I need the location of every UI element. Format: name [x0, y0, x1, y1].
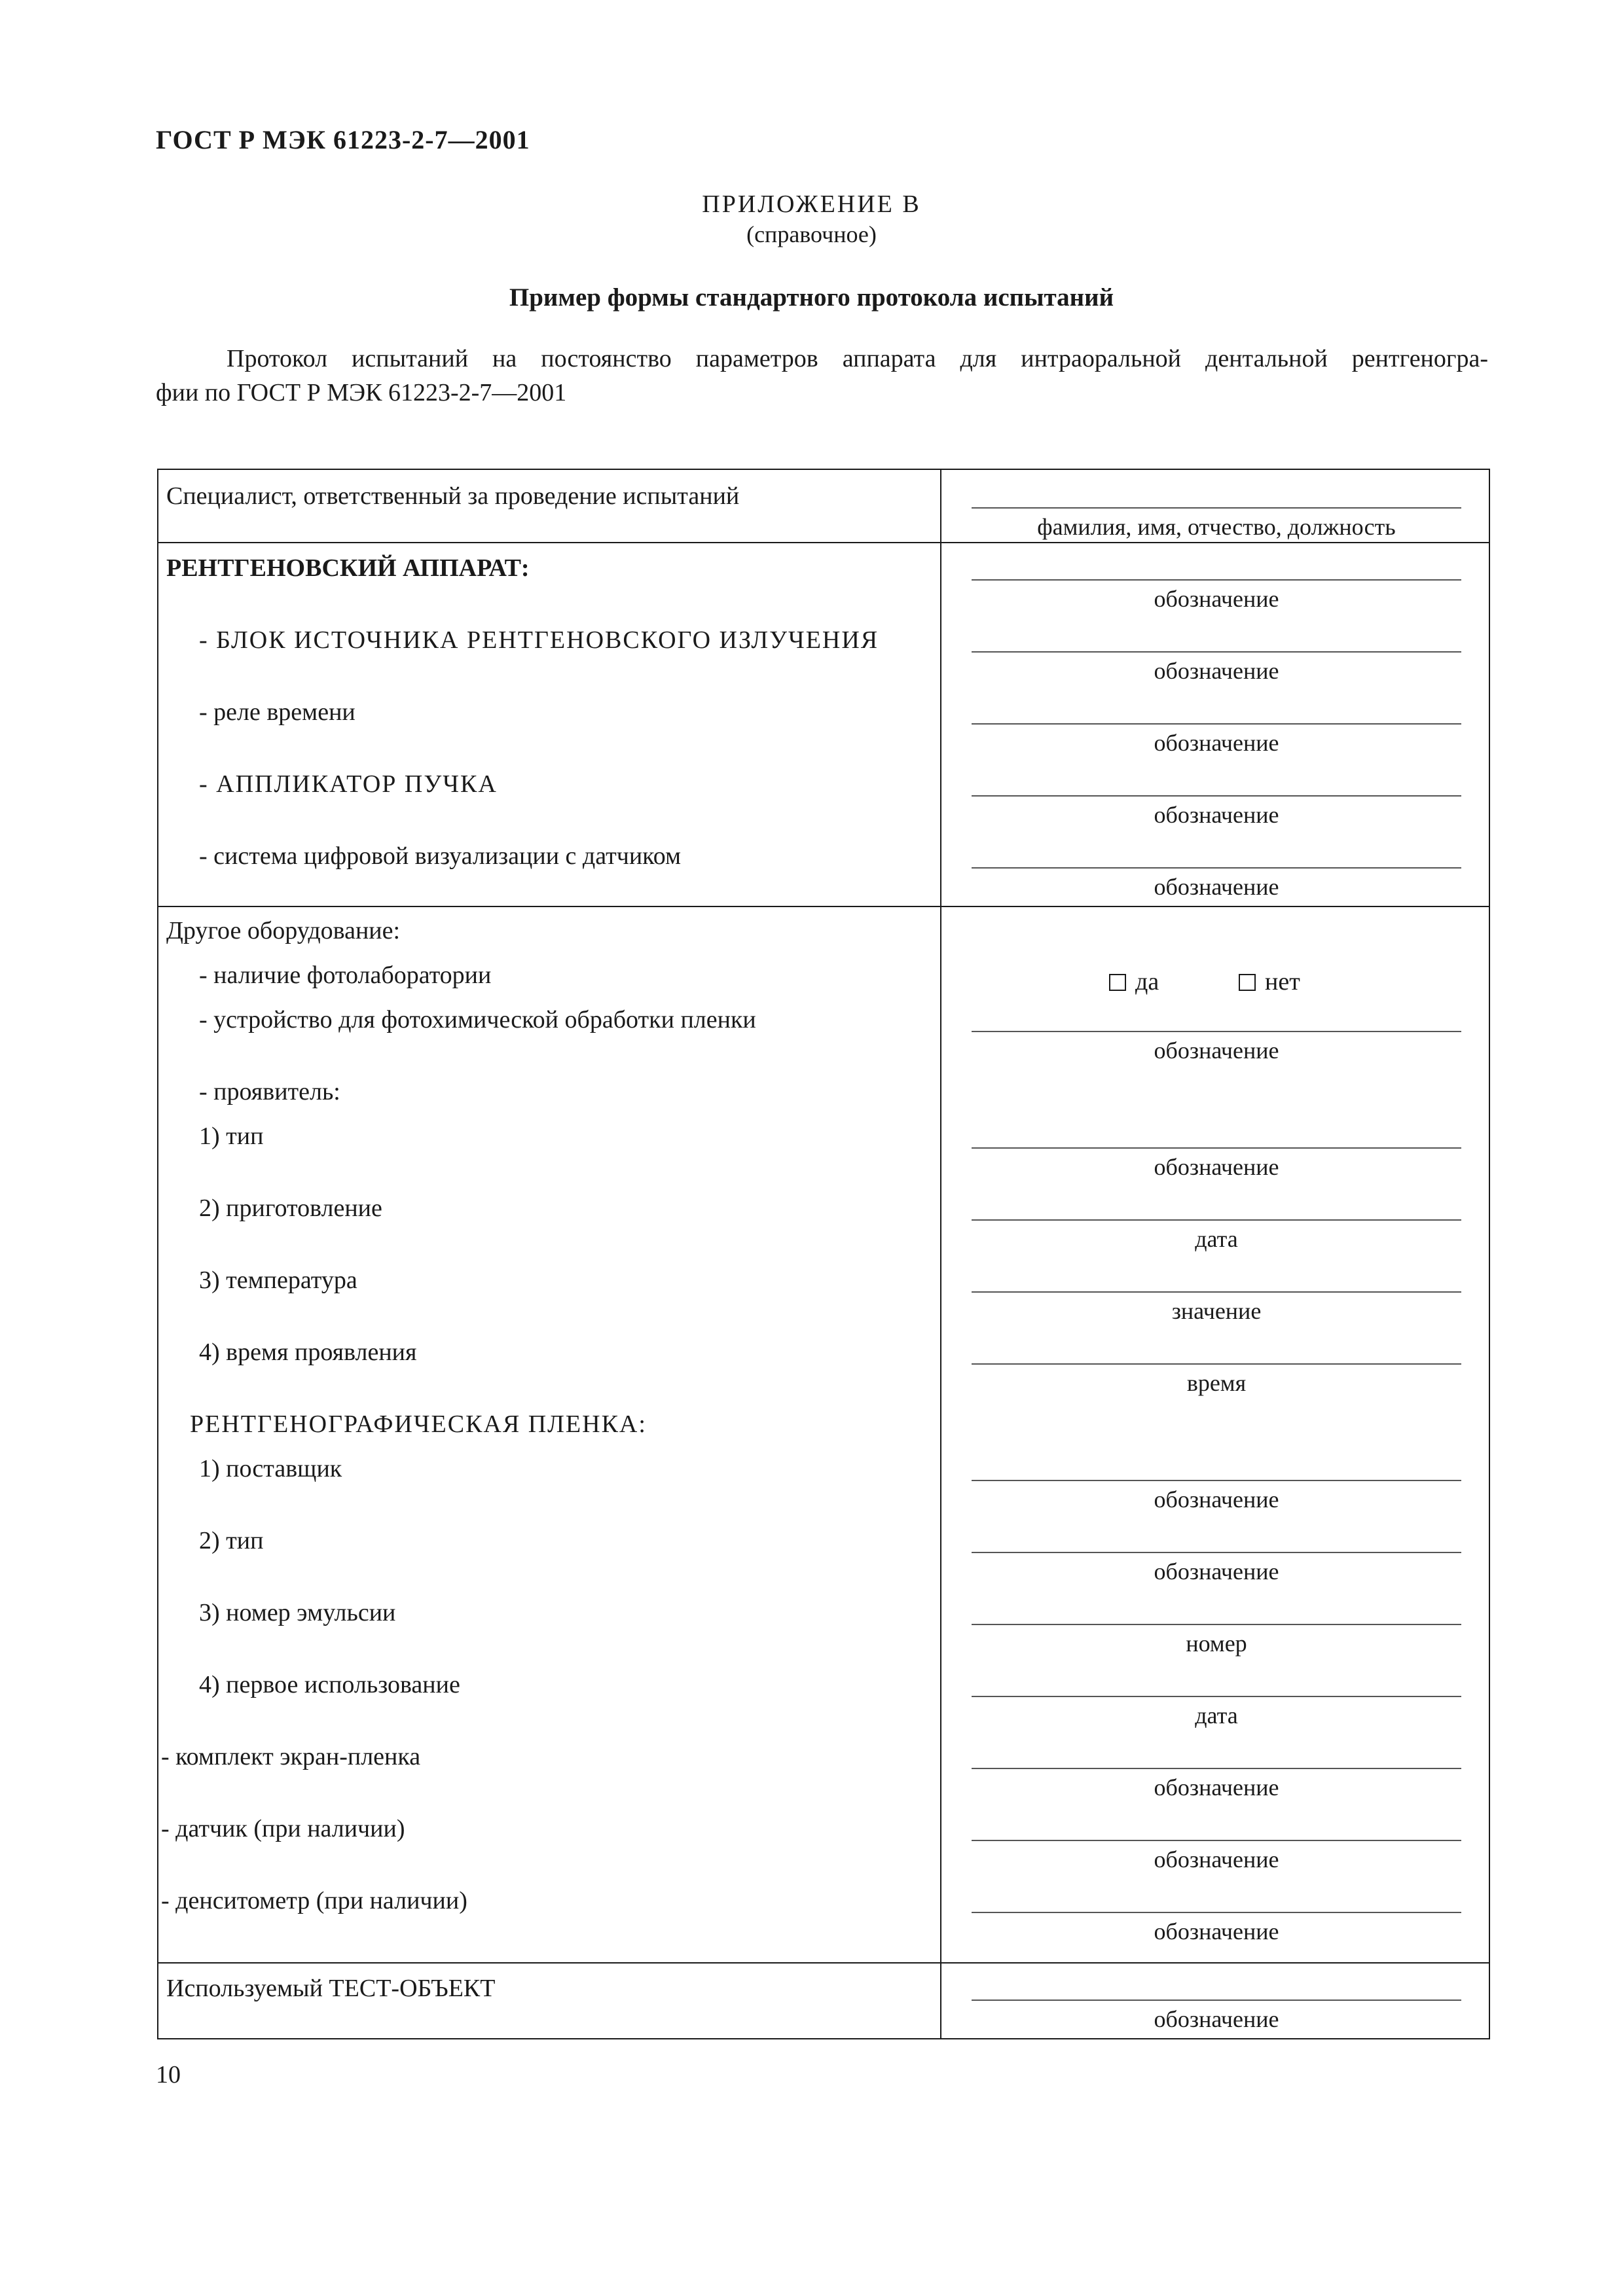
densitometer-caption: обозначение — [1154, 1918, 1279, 1945]
densitometer-field[interactable] — [972, 1912, 1461, 1945]
darkroom-no-label: нет — [1265, 968, 1300, 996]
processor-caption: обозначение — [1154, 1037, 1279, 1064]
intro-line-1: Протокол испытаний на постоянство параметров аппарата для интраоральной дентальной рентгеногра- — [227, 345, 1488, 372]
xray-source-caption: обозначение — [1154, 658, 1279, 684]
other-equipment-title: Другое оборудование: — [166, 917, 401, 944]
film-type-field[interactable] — [972, 1552, 1461, 1585]
sensor-caption: обозначение — [1154, 1846, 1279, 1873]
developer-type-label: 1) тип — [199, 1122, 264, 1150]
darkroom-yes-label: да — [1135, 968, 1159, 996]
timer-label: - реле времени — [199, 698, 356, 726]
darkroom-label: - наличие фотолаборатории — [199, 961, 492, 989]
appendix-title: ПРИЛОЖЕНИЕ В — [702, 190, 921, 218]
page-number: 10 — [156, 2061, 181, 2089]
film-emulsion-caption: номер — [1186, 1630, 1247, 1657]
specialist-label: Специалист, ответственный за проведение испытаний — [166, 482, 740, 510]
xray-field[interactable] — [972, 579, 1461, 612]
intro-line-2: фии по ГОСТ Р МЭК 61223-2-7—2001 — [156, 379, 567, 406]
developer-time-caption: время — [1186, 1370, 1247, 1396]
processor-field[interactable] — [972, 1031, 1461, 1064]
specialist-caption: фамилия, имя, отчество, должность — [1037, 514, 1396, 540]
film-title: РЕНТГЕНОГРАФИЧЕСКАЯ ПЛЕНКА: — [190, 1410, 647, 1438]
test-object-label: Используемый ТЕСТ-ОБЪЕКТ — [166, 1975, 496, 2002]
applicator-label: - АППЛИКАТОР ПУЧКА — [199, 770, 498, 798]
film-first-use-field[interactable] — [972, 1696, 1461, 1729]
screen-film-label: - комплект экран-пленка — [161, 1743, 421, 1770]
developer-time-field[interactable] — [972, 1363, 1461, 1396]
sensor-field[interactable] — [972, 1840, 1461, 1873]
xray-source-field[interactable] — [972, 651, 1461, 684]
film-first-use-label: 4) первое использование — [199, 1671, 460, 1698]
film-emulsion-label: 3) номер эмульсии — [199, 1599, 396, 1626]
digital-system-label: - система цифровой визуализации с датчиком — [199, 842, 682, 870]
film-first-use-caption: дата — [1195, 1702, 1238, 1729]
film-type-label: 2) тип — [199, 1527, 264, 1554]
xray-source-label: - БЛОК ИСТОЧНИКА РЕНТГЕНОВСКОГО ИЗЛУЧЕНИЯ — [199, 626, 879, 654]
developer-prep-label: 2) приготовление — [199, 1194, 382, 1222]
developer-time-label: 4) время проявления — [199, 1338, 417, 1366]
film-emulsion-field[interactable] — [972, 1624, 1461, 1657]
xray-title: РЕНТГЕНОВСКИЙ АППАРАТ: — [166, 554, 530, 582]
applicator-caption: обозначение — [1154, 802, 1279, 828]
developer-title: - проявитель: — [199, 1078, 340, 1105]
timer-field[interactable] — [972, 723, 1461, 756]
sensor-label: - датчик (при наличии) — [161, 1815, 405, 1842]
test-object-caption: обозначение — [1154, 2006, 1279, 2032]
darkroom-yes-option[interactable] — [1109, 967, 1159, 996]
row-divider — [158, 906, 1489, 907]
column-divider — [940, 470, 941, 2038]
film-type-caption: обозначение — [1154, 1558, 1279, 1585]
digital-system-caption: обозначение — [1154, 874, 1279, 900]
film-supplier-label: 1) поставщик — [199, 1455, 342, 1482]
darkroom-no-option[interactable] — [1239, 967, 1300, 996]
row-divider — [158, 542, 1489, 543]
specialist-field[interactable] — [972, 507, 1461, 540]
row-divider — [158, 1962, 1489, 1964]
developer-type-caption: обозначение — [1154, 1154, 1279, 1180]
xray-caption: обозначение — [1154, 586, 1279, 612]
timer-caption: обозначение — [1154, 730, 1279, 756]
test-object-field[interactable] — [972, 2000, 1461, 2032]
applicator-field[interactable] — [972, 795, 1461, 828]
darkroom-no-checkbox[interactable] — [1239, 974, 1256, 991]
processor-label: - устройство для фотохимической обработки пленки — [199, 1006, 756, 1033]
film-supplier-field[interactable] — [972, 1480, 1461, 1513]
intro-paragraph — [156, 342, 1488, 410]
screen-film-field[interactable] — [972, 1768, 1461, 1801]
developer-prep-field[interactable] — [972, 1219, 1461, 1252]
appendix-subtitle: (справочное) — [746, 221, 877, 247]
developer-prep-caption: дата — [1195, 1226, 1238, 1252]
developer-temp-caption: значение — [1171, 1298, 1262, 1324]
developer-temp-field[interactable] — [972, 1291, 1461, 1324]
developer-temp-label: 3) температура — [199, 1266, 357, 1294]
screen-film-caption: обозначение — [1154, 1774, 1279, 1801]
densitometer-label: - денситометр (при наличии) — [161, 1887, 467, 1914]
film-supplier-caption: обозначение — [1154, 1486, 1279, 1513]
test-protocol-form — [157, 469, 1490, 2039]
form-heading: Пример формы стандартного протокола испытаний — [509, 283, 1114, 312]
digital-system-field[interactable] — [972, 867, 1461, 900]
standard-designation: ГОСТ Р МЭК 61223-2-7—2001 — [156, 125, 530, 154]
developer-type-field[interactable] — [972, 1147, 1461, 1180]
darkroom-yes-checkbox[interactable] — [1109, 974, 1126, 991]
